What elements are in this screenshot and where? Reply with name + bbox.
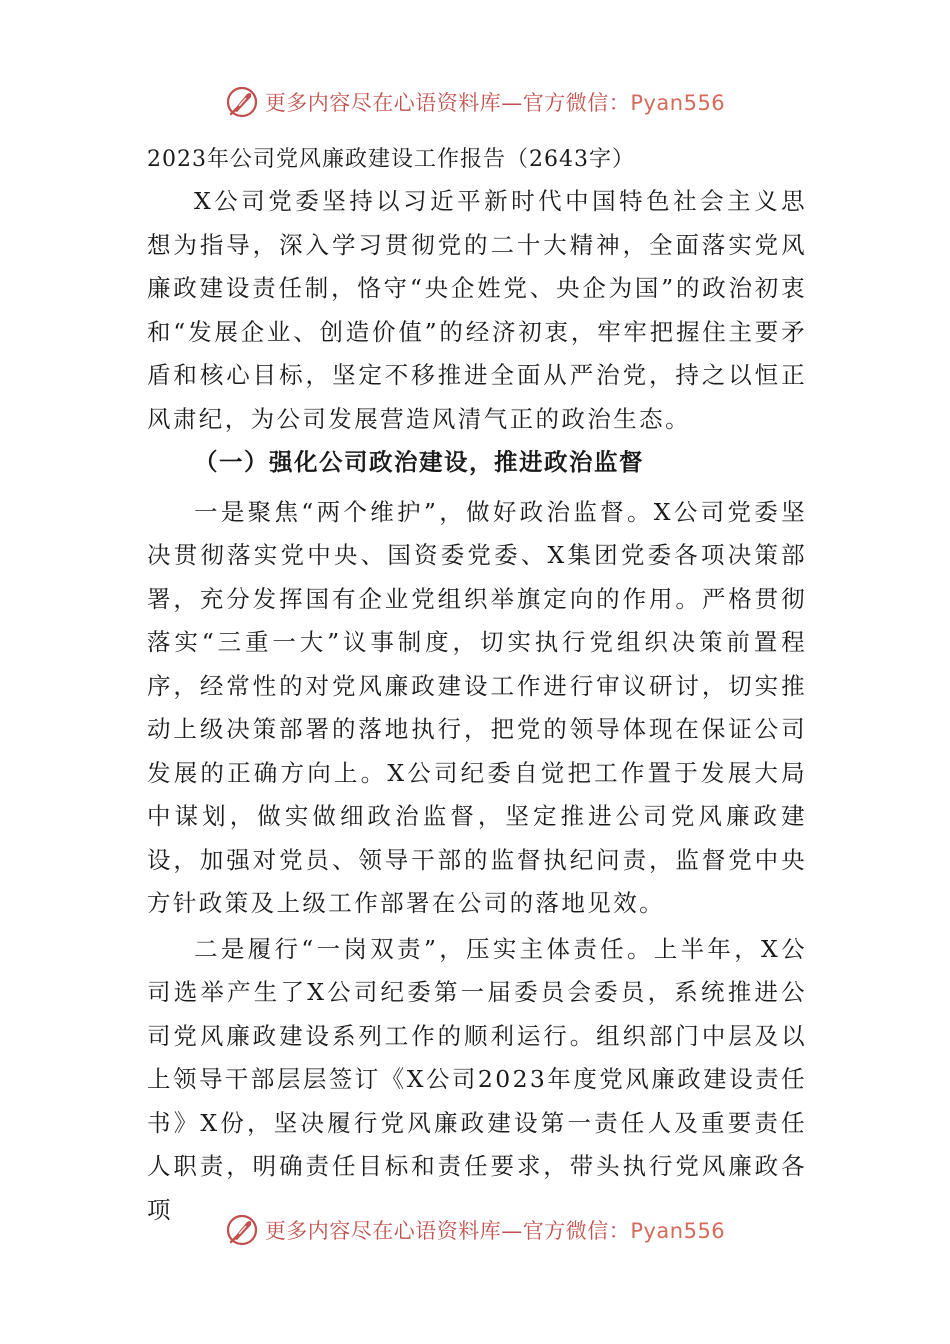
quill-pen-icon <box>225 85 259 119</box>
watermark-banner-top <box>0 80 950 124</box>
watermark-banner-bottom <box>0 1208 950 1252</box>
watermark-text: 更多内容尽在心语资料库—官方微信：Pyan556 <box>264 1219 726 1243</box>
watermark-text: 更多内容尽在心语资料库—官方微信：Pyan556 <box>264 91 726 115</box>
intro-paragraph: X公司党委坚持以习近平新时代中国特色社会主义思想为指导，深入学习贯彻党的二十大精神，全面落实党风廉政建设责任制，恪守“央企姓党、央企为国”的政治初衷和“发展企业、创造价值”的经济初衷，牢牢把握住主要矛盾和核心目标，坚定不移推进全面从严治党，持之以恒正风肃纪，为公司发展营造风清气正的政治生态。 <box>147 187 807 433</box>
paragraph-main-responsibility: 二是履行“一岗双责”，压实主体责任。上半年，X公司选举产生了X公司纪委第一届委员会委员，系统推进公司党风廉政建设系列工作的顺利运行。组织部门中层及以上领导干部层层签订《X公司2023年度党风廉政建设责任书》X份，坚决履行党风廉政建设第一责任人及重要责任人职责，明确责任目标和责任要求，带头执行党风廉政各项 <box>147 934 807 1224</box>
document-body <box>147 140 807 1232</box>
document-title: 2023年公司党风廉政建设工作报告（2643字） <box>147 147 635 172</box>
section-heading: （一）强化公司政治建设，推进政治监督 <box>194 448 644 476</box>
wechat-id: Pyan556 <box>630 91 726 115</box>
wechat-id: Pyan556 <box>630 1219 726 1243</box>
quill-pen-icon <box>225 1213 259 1247</box>
paragraph-political-supervision: 一是聚焦“两个维护”，做好政治监督。X公司党委坚决贯彻落实党中央、国资委党委、X集团党委各项决策部署，充分发挥国有企业党组织举旗定向的作用。严格贯彻落实“三重一大”议事制度，切实执行党组织决策前置程序，经常性的对党风廉政建设工作进行审议研讨，切实推动上级决策部署的落地执行，把党的领导体现在保证公司发展的正确方向上。X公司纪委自觉把工作置于发展大局中谋划，做实做细政治监督，坚定推进公司党风廉政建设，加强对党员、领导干部的监督执纪问责，监督党中央方针政策及上级工作部署在公司的落地见效。 <box>147 497 807 917</box>
